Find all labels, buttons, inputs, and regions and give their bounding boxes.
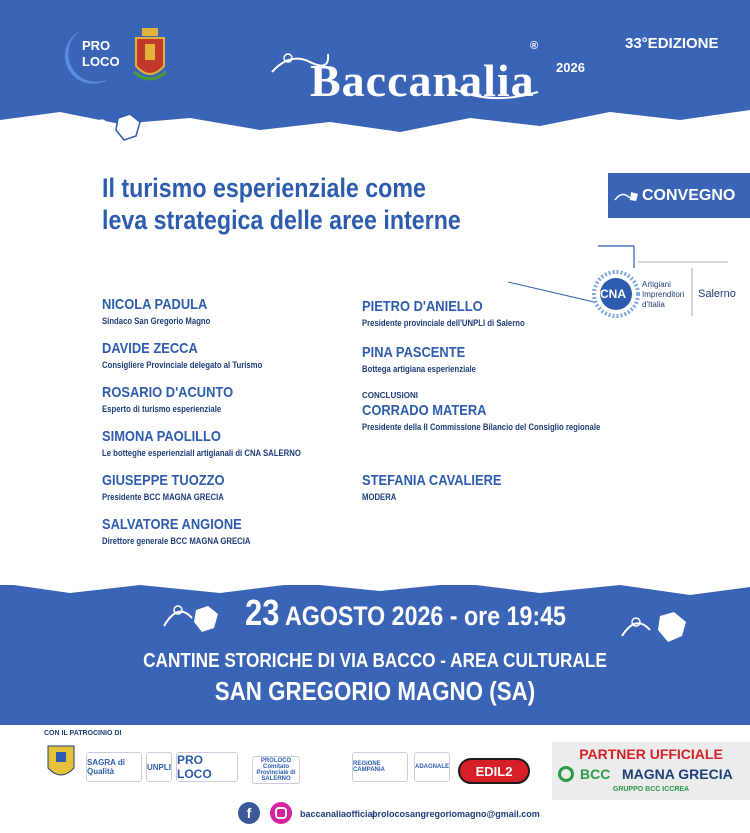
- partner-name: MAGNA GRECIA: [622, 766, 733, 782]
- speaker-role: Presidente della II Commissione Bilancio del Consiglio regionale: [362, 422, 601, 432]
- event-venue: CANTINE STORICHE DI VIA BACCO - AREA CULTURALE: [143, 650, 607, 672]
- speaker-role: Presidente provinciale dell'UNPLI di Salerno: [362, 318, 525, 328]
- sponsor-proloco: PRO LOCO: [176, 752, 238, 782]
- sponsor-edil2: EDIL2: [458, 758, 530, 784]
- cna-line2: Imprenditori: [642, 290, 685, 299]
- conclusion-label: CONCLUSIONI: [362, 391, 418, 400]
- cna-acronym: CNA: [600, 287, 626, 301]
- speaker-role: Consigliere Provinciale delegato al Turismo: [102, 360, 263, 370]
- speaker-name: SALVATORE ANGIONE: [102, 516, 242, 533]
- convegno-tag: [608, 173, 750, 218]
- brand-year: 2026: [556, 60, 585, 75]
- headline-line2: leva strategica delle aree interne: [102, 205, 461, 235]
- municipal-crest-icon: [130, 26, 170, 88]
- vine-tag-icon: [614, 188, 640, 204]
- instagram-icon[interactable]: [270, 802, 292, 824]
- sponsor-unpli: UNPLI: [146, 752, 172, 782]
- speaker-name: PINA PASCENTE: [362, 344, 466, 361]
- bcc-logo-icon: [558, 766, 574, 782]
- headline-line1: Il turismo esperienziale come: [102, 173, 426, 203]
- speaker-role: Le botteghe esperienziali artigianali di CNA SALERNO: [102, 448, 301, 458]
- speaker-role: Sindaco San Gregorio Magno: [102, 316, 211, 326]
- speaker-name: STEFANIA CAVALIERE: [362, 472, 502, 489]
- speaker-role: Presidente BCC MAGNA GRECIA: [102, 492, 224, 502]
- speaker-name: PIETRO D'ANIELLO: [362, 298, 483, 315]
- registered-mark: ®: [530, 40, 539, 52]
- partner-bcc: BCC: [580, 766, 611, 782]
- proloco-pro: PRO: [82, 38, 111, 53]
- sponsor-regione: REGIONE CAMPANIA: [352, 752, 408, 782]
- event-city: SAN GREGORIO MAGNO (SA): [214, 676, 536, 706]
- province-crest-icon: [44, 742, 78, 784]
- cna-logo: [508, 244, 738, 320]
- speaker-name: NICOLA PADULA: [102, 296, 208, 313]
- speaker-role: Bottega artigiana esperienziale: [362, 364, 476, 374]
- speaker-name: SIMONA PAOLILLO: [102, 428, 221, 445]
- social-handle[interactable]: baccanaliaofficial: [300, 809, 376, 819]
- speaker-name: ROSARIO D'ACUNTO: [102, 384, 234, 401]
- grape-leaf-left-icon: [162, 596, 228, 641]
- proloco-logo: [56, 26, 126, 88]
- cna-line3: d'Italia: [642, 300, 665, 309]
- event-day: 23: [245, 592, 280, 633]
- event-date-rest: AGOSTO 2026 - ore 19:45: [285, 601, 566, 631]
- speaker-role: Direttore generale BCC MAGNA GRECIA: [102, 536, 251, 546]
- partner-title: PARTNER UFFICIALE: [579, 746, 723, 762]
- cna-line1: Artigiani: [642, 280, 671, 289]
- partner-group: GRUPPO BCC ICCREA: [612, 786, 690, 793]
- partner-box: [552, 742, 750, 800]
- speaker-role: Esperto di turismo esperienziale: [102, 404, 222, 414]
- edition-label: 33°EDIZIONE: [625, 35, 719, 52]
- sponsor-sagra: SAGRA di Qualità: [86, 752, 142, 782]
- speaker-name: DAVIDE ZECCA: [102, 340, 198, 357]
- facebook-icon[interactable]: f: [238, 802, 260, 824]
- grape-leaf-icon: [78, 110, 158, 151]
- vine-ornament-right-icon: [450, 84, 540, 113]
- cna-city: Salerno: [698, 288, 736, 300]
- speaker-name: CORRADO MATERA: [362, 402, 487, 419]
- sponsor-adagnale: ADAGNALE: [414, 752, 450, 782]
- patronage-label: CON IL PATROCINIO DI: [44, 730, 122, 737]
- speaker-name: GIUSEPPE TUOZZO: [102, 472, 225, 489]
- contact-email[interactable]: prolocosangregoriomagno@gmail.com: [372, 809, 540, 819]
- event-date: [245, 592, 566, 634]
- speaker-role: MODERA: [362, 492, 397, 502]
- sponsor-proloco-salerno: PROLOCO Comitato Provinciale di SALERNO: [252, 756, 300, 784]
- convegno-label: CONVEGNO: [642, 186, 736, 204]
- brand-title: Baccanalia: [310, 55, 535, 106]
- proloco-loco: LOCO: [82, 54, 120, 69]
- grape-leaf-right-icon: [620, 606, 694, 651]
